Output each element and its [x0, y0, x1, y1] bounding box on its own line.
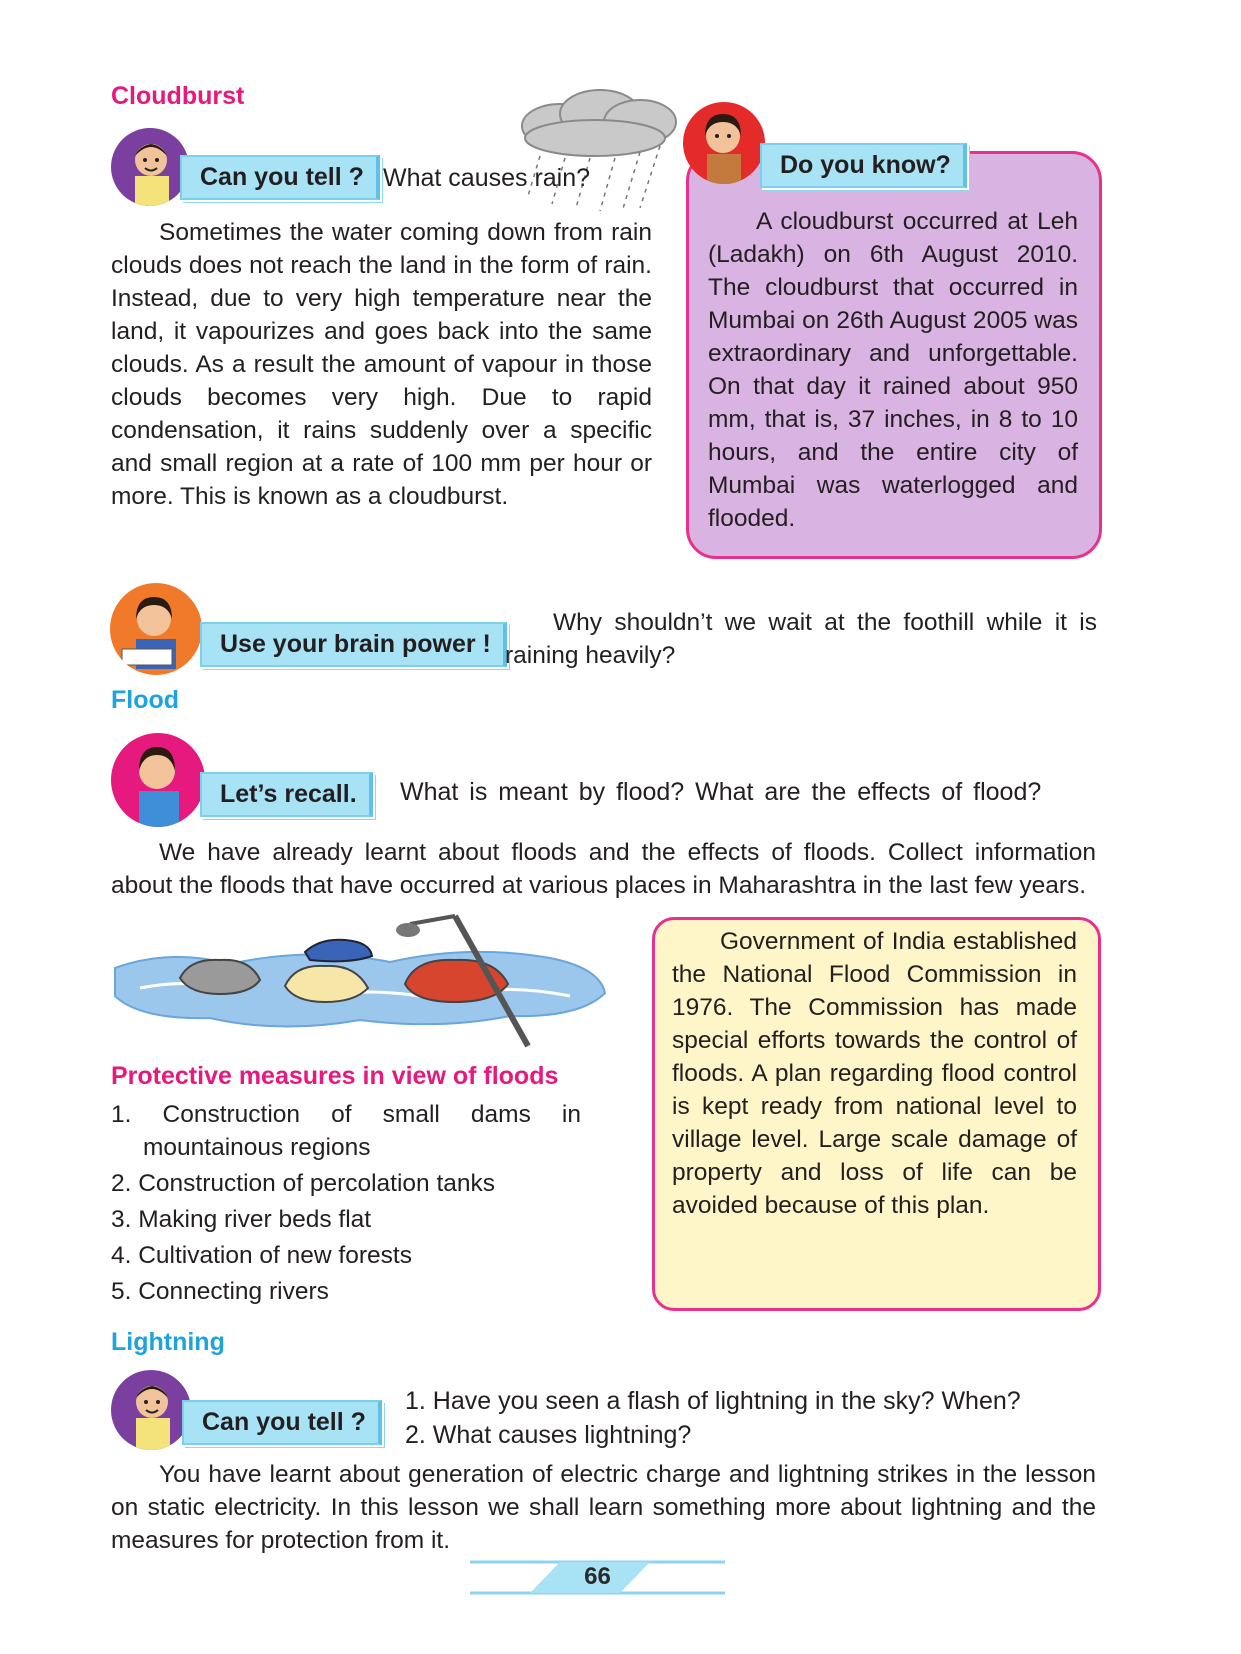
- lightning-questions: [405, 1384, 1021, 1452]
- list-item: 1. Construction of small dams in mountainous regions: [111, 1101, 581, 1161]
- thinking-girl-avatar: [111, 733, 205, 827]
- cloudburst-text: Sometimes the water coming down from rain clouds does not reach the land in the form of rain. Instead, due to very high temperature near the land, it vapourizes and goes back into the same clouds. As a result the amount of vapour in those clouds becomes very high. Due to rapid condensation, it rains suddenly over a specific and small region at a rate of 100 mm per hour or more. This is known as a cloudburst.: [111, 219, 652, 510]
- flood-text: We have already learnt about floods and the effects of floods. Collect information about the floods that have occurred at various places in Maharashtra in the last few years.: [111, 839, 1096, 899]
- flood-heading: Flood: [111, 686, 180, 714]
- cloudburst-paragraph: [111, 216, 652, 513]
- lightning-heading: Lightning: [111, 1328, 225, 1356]
- rain-cloud-icon: [500, 86, 690, 216]
- lets-recall-tag: Let’s recall.: [200, 772, 373, 817]
- commission-text-block: [672, 925, 1077, 1222]
- lightning-question: 1. Have you seen a flash of lightning in the sky? When?: [405, 1387, 1021, 1415]
- can-you-tell-tag: Can you tell ?: [182, 1400, 382, 1445]
- list-item: 2. Construction of percolation tanks: [111, 1170, 496, 1197]
- do-you-know-tag: Do you know?: [760, 143, 967, 188]
- list-item: 5. Connecting rivers: [111, 1278, 329, 1305]
- boy-avatar: [111, 128, 189, 206]
- lightning-question: 2. What causes lightning?: [405, 1421, 692, 1449]
- do-you-know-text-block: [708, 205, 1078, 535]
- protective-list: [111, 1098, 581, 1308]
- lightning-paragraph: [111, 1458, 1096, 1557]
- reading-girl-avatar: [110, 583, 202, 675]
- brain-power-question: Why shouldn’t we wait at the foothill while it is raining heavily?: [505, 609, 1097, 669]
- flood-question: What is meant by flood? What are the effects of flood?: [400, 778, 1042, 806]
- flood-illustration-icon: [110, 898, 610, 1058]
- girl-avatar: [683, 102, 765, 184]
- flood-paragraph: [111, 836, 1096, 902]
- lightning-text: You have learnt about generation of electric charge and lightning strikes in the lesson on static electricity. In this lesson we shall learn something more about lightning and the measures for protection from it.: [111, 1461, 1096, 1554]
- protective-heading: Protective measures in view of floods: [111, 1062, 559, 1090]
- page-number: 66: [584, 1563, 611, 1590]
- do-you-know-text: A cloudburst occurred at Leh (Ladakh) on 6th August 2010. The cloudburst that occurred in Mumbai on 26th August 2005 was extraordinary and unforgettable. On that day it rained about 950 mm, that is, 37 inches, in 8 to 10 hours, and the entire city of Mumbai was waterlogged and flooded.: [708, 208, 1078, 532]
- brain-power-tag: Use your brain power !: [200, 622, 507, 667]
- list-item: 4. Cultivation of new forests: [111, 1242, 412, 1269]
- rain-question: What causes rain?: [383, 164, 591, 192]
- can-you-tell-tag: Can you tell ?: [180, 155, 380, 200]
- list-item: 3. Making river beds flat: [111, 1206, 372, 1233]
- commission-text: Government of India established the National Flood Commission in 1976. The Commission has made special efforts towards the control of floods. A plan regarding flood control is kept ready from national level to village level. Large scale damage of property and loss of life can be avoided because of this plan.: [672, 928, 1077, 1219]
- boy-avatar: [111, 1370, 191, 1450]
- cloudburst-heading: Cloudburst: [111, 82, 245, 110]
